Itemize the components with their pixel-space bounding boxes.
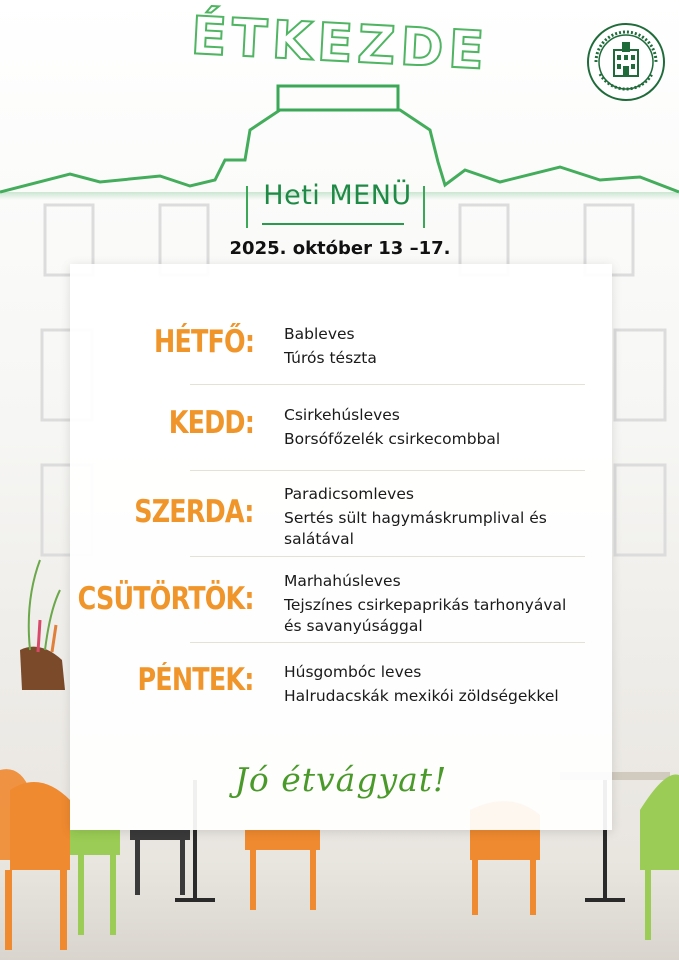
day-meals: [284, 405, 594, 450]
day-label: KEDD:: [168, 405, 254, 441]
subtitle-underline: [262, 223, 404, 225]
closing-greeting: Jó étvágyat!: [234, 760, 448, 799]
day-label: SZERDA:: [134, 494, 254, 530]
day-meals: [284, 324, 594, 369]
day-label: PÉNTEK:: [137, 662, 254, 698]
meal-item: Borsófőzelék csirkecombbal: [284, 430, 501, 448]
menu-panel: [70, 264, 612, 830]
school-seal-logo: [586, 22, 666, 102]
day-meals: [284, 484, 594, 550]
menu-date-range: 2025. október 13 –17.: [229, 238, 451, 259]
day-divider: [190, 470, 585, 471]
day-divider: [190, 642, 585, 643]
day-meals: [284, 662, 594, 707]
meal-item: Csirkehúsleves: [284, 406, 400, 424]
day-divider: [190, 556, 585, 557]
meal-item: és savanyúsággal: [284, 617, 423, 635]
menu-subtitle: Heti MENÜ: [263, 180, 412, 211]
meal-item: Paradicsomleves: [284, 485, 414, 503]
day-divider: [190, 384, 585, 385]
plant-decoration: [20, 560, 65, 690]
meal-item: Bableves: [284, 325, 355, 343]
meal-item: Tejszínes csirkepaprikás tarhonyával: [284, 596, 567, 614]
day-meals: [284, 571, 594, 637]
meal-item: salátával: [284, 530, 354, 548]
day-label: HÉTFŐ:: [153, 324, 254, 360]
meal-item: Halrudacskák mexikói zöldségekkel: [284, 687, 559, 705]
meal-item: Marhahúsleves: [284, 572, 401, 590]
page-title: ÉTKEZDE: [189, 6, 491, 82]
meal-item: Húsgombóc leves: [284, 663, 422, 681]
meal-item: Túrós tészta: [284, 349, 377, 367]
day-label: CSÜTÖRTÖK:: [77, 581, 254, 617]
meal-item: Sertés sült hagymáskrumplival és: [284, 509, 547, 527]
